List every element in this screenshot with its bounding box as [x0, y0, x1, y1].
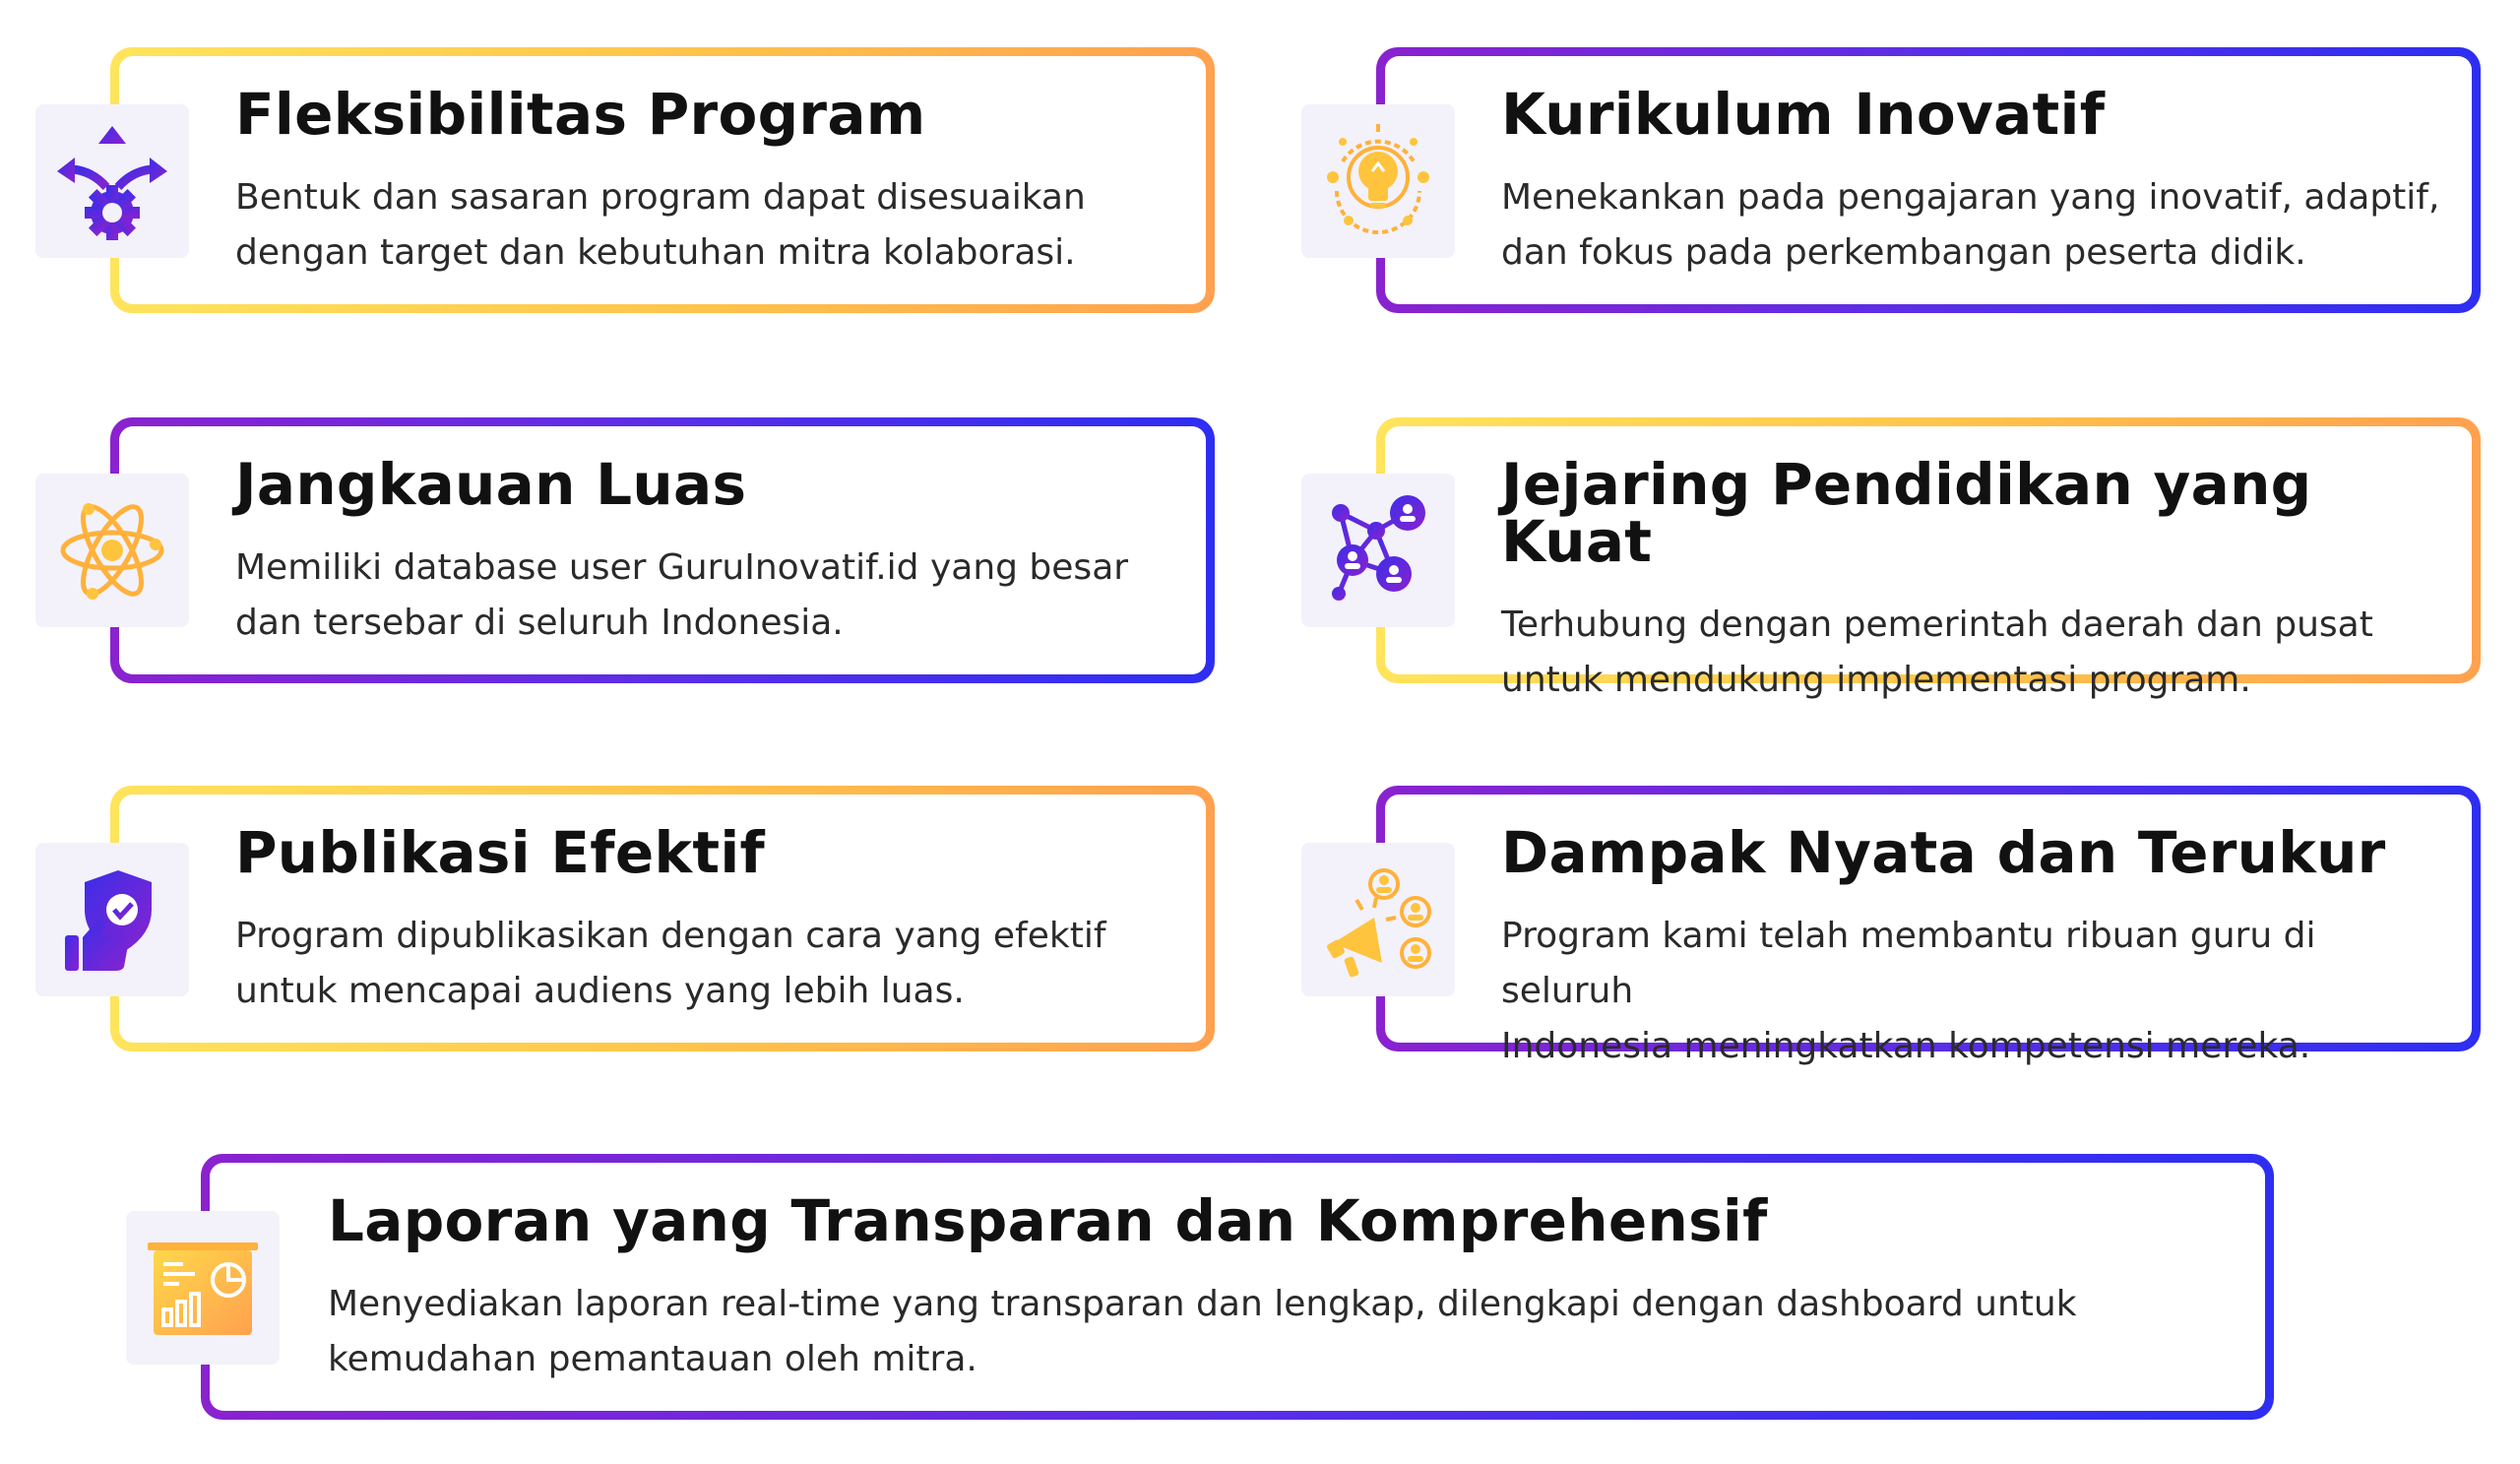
feature-card-jangkauan: [110, 417, 1215, 683]
card-title: Laporan yang Transparan dan Komprehensif: [328, 1187, 1768, 1254]
feature-card-fleksibilitas: [110, 47, 1215, 313]
card-title: Dampak Nyata dan Terukur: [1501, 819, 2386, 886]
feature-card-publikasi: [110, 786, 1215, 1051]
card-title: Jangkauan Luas: [235, 451, 747, 518]
feature-card-laporan: [201, 1154, 2274, 1420]
card-description: Bentuk dan sasaran program dapat disesuaikan dengan target dan kebutuhan mitra kolaborasi.: [235, 177, 1086, 273]
feature-card-jejaring: [1376, 417, 2481, 700]
feature-card-kurikulum: [1376, 47, 2481, 313]
atom-icon: [35, 474, 189, 627]
network-people-icon: [1301, 474, 1455, 627]
card-description: Terhubung dengan pemerintah daerah dan pusat untuk mendukung implementasi program.: [1501, 605, 2373, 700]
card-description: Memiliki database user GuruInovatif.id yang besar dan tersebar di seluruh Indonesia.: [235, 547, 1129, 643]
feature-card-dampak: [1376, 786, 2481, 1066]
card-title: Fleksibilitas Program: [235, 81, 926, 148]
report-dashboard-icon: [126, 1211, 280, 1365]
card-description: Menyediakan laporan real-time yang transparan dan lengkap, dilengkapi dengan dashboard untuk kemudahan pemantauan oleh mitra.: [328, 1284, 2077, 1379]
card-description: Menekankan pada pengajaran yang inovatif, adaptif, dan fokus pada perkembangan peserta didik.: [1501, 177, 2440, 273]
lightbulb-gear-icon: [1301, 104, 1455, 258]
card-title: Jejaring Pendidikan yang Kuat: [1501, 451, 2312, 575]
card-description: Program kami telah membantu ribuan guru di seluruh Indonesia meningkatkan kompetensi mereka.: [1501, 916, 2316, 1066]
shield-thumbs-up-icon: [35, 843, 189, 996]
card-title: Kurikulum Inovatif: [1501, 81, 2106, 148]
card-description: Program dipublikasikan dengan cara yang efektif untuk mencapai audiens yang lebih luas.: [235, 916, 1106, 1011]
card-title: Publikasi Efektif: [235, 819, 766, 886]
flexible-arrows-gear-icon: [35, 104, 189, 258]
megaphone-people-icon: [1301, 843, 1455, 996]
